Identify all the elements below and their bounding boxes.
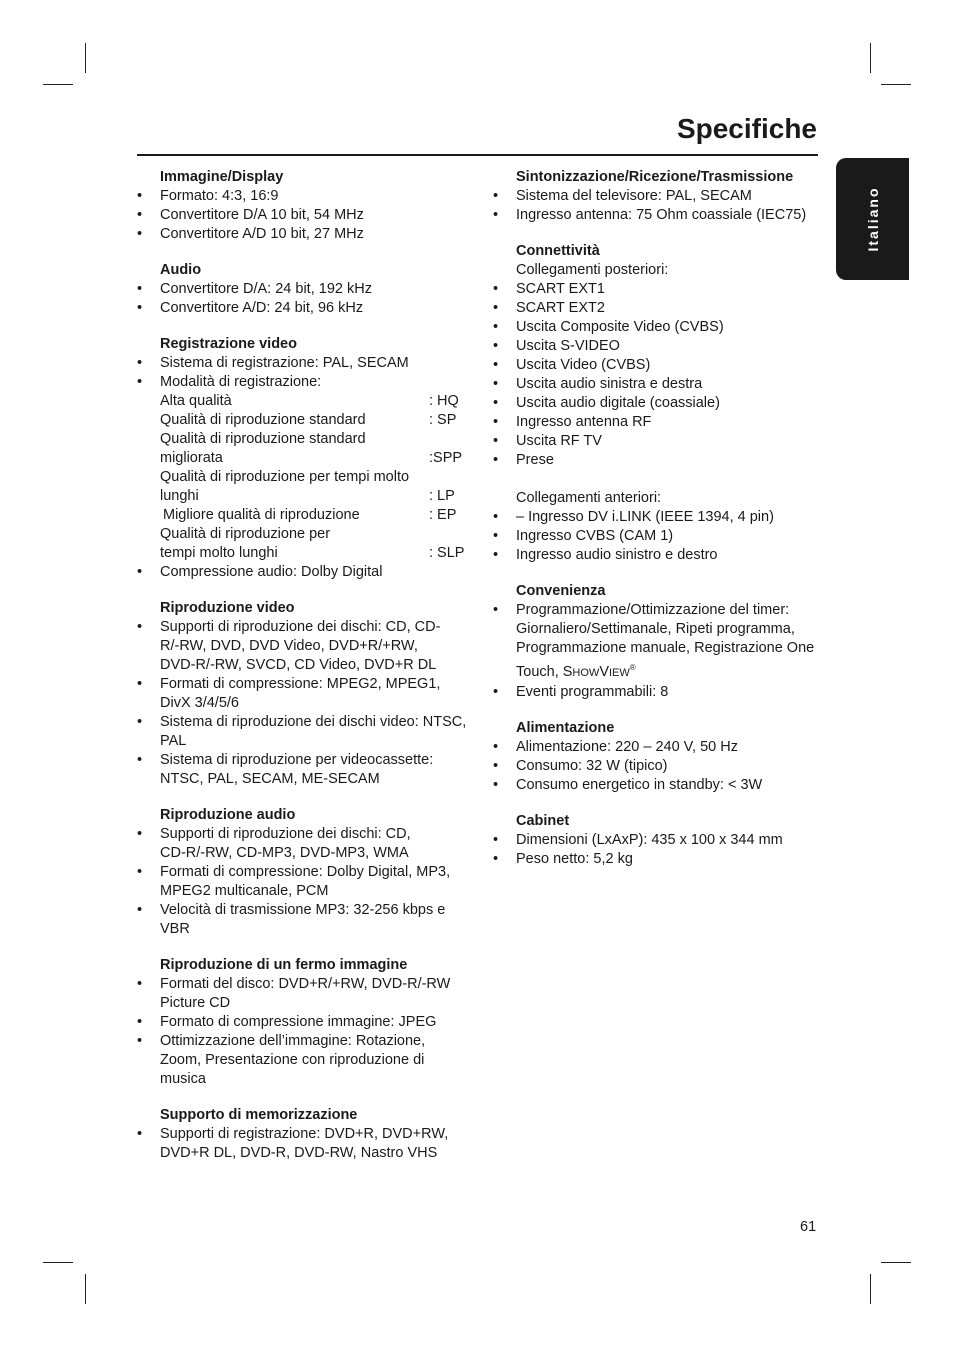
list-item: • Convertitore A/D: 24 bit, 96 kHz [137,300,364,316]
list-item: • Convertitore D/A 10 bit, 54 MHz [137,207,364,223]
list-item: • Formato di compressione immagine: JPEG [137,1014,437,1030]
subheading: Collegamenti posteriori: [516,262,669,278]
section-memorizzazione [137,1106,467,1163]
list-item: • Dimensioni (LxAxP): 435 x 100 x 344 mm [493,831,783,848]
section-title: Immagine/Display [160,169,284,185]
section-immagine [137,168,467,244]
section-title: Connettività [516,243,600,259]
list-item: • Peso netto: 5,2 kg [493,850,633,867]
section-title: Audio [160,262,202,278]
page-number: 61 [800,1219,817,1235]
list-item: • Uscita Video (CVBS) [493,357,651,373]
recording-mode-row: Migliore qualità di riproduzione : EP [163,507,457,523]
list-item: • Sistema del televisore: PAL, SECAM [493,188,752,204]
section-title: Cabinet [516,812,570,829]
section-fermo-immagine [137,956,467,1089]
title-rule [137,154,818,156]
crop-mark [85,43,86,73]
recording-mode-row: Alta qualità : HQ [160,393,459,409]
list-item: • Ingresso antenna: 75 Ohm coassiale (IEC75) [493,207,807,223]
list-item: • Compressione audio: Dolby Digital [137,564,383,580]
list-item: • Prese [493,452,554,468]
section-title: Riproduzione video [160,600,295,616]
list-item: • Supporti di riproduzione dei dischi: CD, CD-R/-RW, DVD, DVD Video, DVD+R/+RW, DVD-R/-RW, SVCD, CD Video, DVD+R DL [137,619,441,673]
recording-mode-row: Qualità di riproduzione standard : SP [160,412,457,428]
list-item: • Consumo energetico in standby: < 3W [493,776,763,793]
list-item: • Ingresso audio sinistro e destro [493,547,718,563]
section-connettivita [493,242,823,565]
list-item: • Uscita Composite Video (CVBS) [493,319,724,335]
list-item: • Sistema di riproduzione per videocassette: NTSC, PAL, SECAM, ME-SECAM [137,752,434,787]
page-title: Specifiche [676,113,817,144]
crop-mark [881,1262,911,1263]
list-item: • Formati di compressione: MPEG2, MPEG1, DivX 3/4/5/6 [137,676,441,711]
section-registrazione [137,335,467,582]
section-title: Registrazione video [160,336,297,352]
list-item: • Velocità di trasmissione MP3: 32-256 kbps e VBR [137,902,446,937]
list-item: • SCART EXT2 [493,300,605,316]
list-item: • Programmazione/Ottimizzazione del timer: Giornaliero/Settimanale, Ripeti programma, Programmazione manuale, Registrazione One Touch, SHOWVIEW® [493,602,815,680]
section-title: Alimentazione [516,719,615,736]
list-item: • – Ingresso DV i.LINK (IEEE 1394, 4 pin) [493,509,774,525]
list-item: • Supporti di riproduzione dei dischi: CD, CD-R/-RW, CD-MP3, DVD-MP3, WMA [137,826,411,861]
section-sintonizzazione [493,168,823,225]
list-item: • Supporti di registrazione: DVD+R, DVD+RW, DVD+R DL, DVD-R, DVD-RW, Nastro VHS [137,1126,449,1161]
section-title: Convenienza [516,583,606,599]
list-item: • Ottimizzazione dell’immagine: Rotazione, Zoom, Presentazione con riproduzione di musica [137,1033,426,1087]
list-item: • Formato: 4:3, 16:9 [137,188,279,204]
list-item: • Uscita S-VIDEO [493,338,620,354]
crop-mark [85,1274,86,1304]
list-item: • Uscita audio sinistra e destra [493,376,703,392]
section-cabinet [493,812,823,869]
recording-mode-row: Qualità di riproduzione per tempi molto lunghi : LP [160,469,455,504]
crop-mark [870,43,871,73]
section-alimentazione [493,719,823,795]
list-item: • Convertitore D/A: 24 bit, 192 kHz [137,281,372,297]
list-item: • Ingresso antenna RF [493,414,652,430]
left-column [137,168,467,1180]
crop-mark [43,84,73,85]
list-item: • Eventi programmabili: 8 [493,683,669,700]
list-item: • Alimentazione: 220 – 240 V, 50 Hz [493,738,738,755]
recording-mode-row: Qualità di riproduzione per tempi molto lunghi : SLP [160,526,465,561]
section-title: Sintonizzazione/Ricezione/Trasmissione [516,169,794,185]
section-riproduzione-video [137,599,467,789]
section-audio [137,261,467,318]
section-riproduzione-audio [137,806,467,939]
list-item: • SCART EXT1 [493,281,605,297]
section-convenienza [493,582,823,702]
language-tab-label: Italiano [864,186,881,252]
list-item: • Convertitore A/D 10 bit, 27 MHz [137,226,364,242]
section-title: Riproduzione audio [160,807,296,823]
section-title: Riproduzione di un fermo immagine [160,957,408,973]
right-column [493,168,823,886]
list-item: • Formati di compressione: Dolby Digital, MP3, MPEG2 multicanale, PCM [137,864,451,899]
section-title: Supporto di memorizzazione [160,1107,358,1123]
recording-mode-row: Qualità di riproduzione standard migliorata :SPP [160,431,463,466]
list-item: • Uscita audio digitale (coassiale) [493,395,720,411]
crop-mark [881,84,911,85]
list-item: • Sistema di registrazione: PAL, SECAM [137,355,409,371]
list-item: • Consumo: 32 W (tipico) [493,757,668,774]
list-item: • Uscita RF TV [493,433,602,449]
crop-mark [870,1274,871,1304]
crop-mark [43,1262,73,1263]
language-tab [836,158,909,280]
list-item: • Modalità di registrazione: [137,374,322,390]
subheading: Collegamenti anteriori: [516,490,662,506]
list-item: • Sistema di riproduzione dei dischi video: NTSC, PAL [137,714,467,749]
list-item: • Ingresso CVBS (CAM 1) [493,528,674,544]
list-item: • Formati del disco: DVD+R/+RW, DVD-R/-RW Picture CD [137,976,451,1011]
